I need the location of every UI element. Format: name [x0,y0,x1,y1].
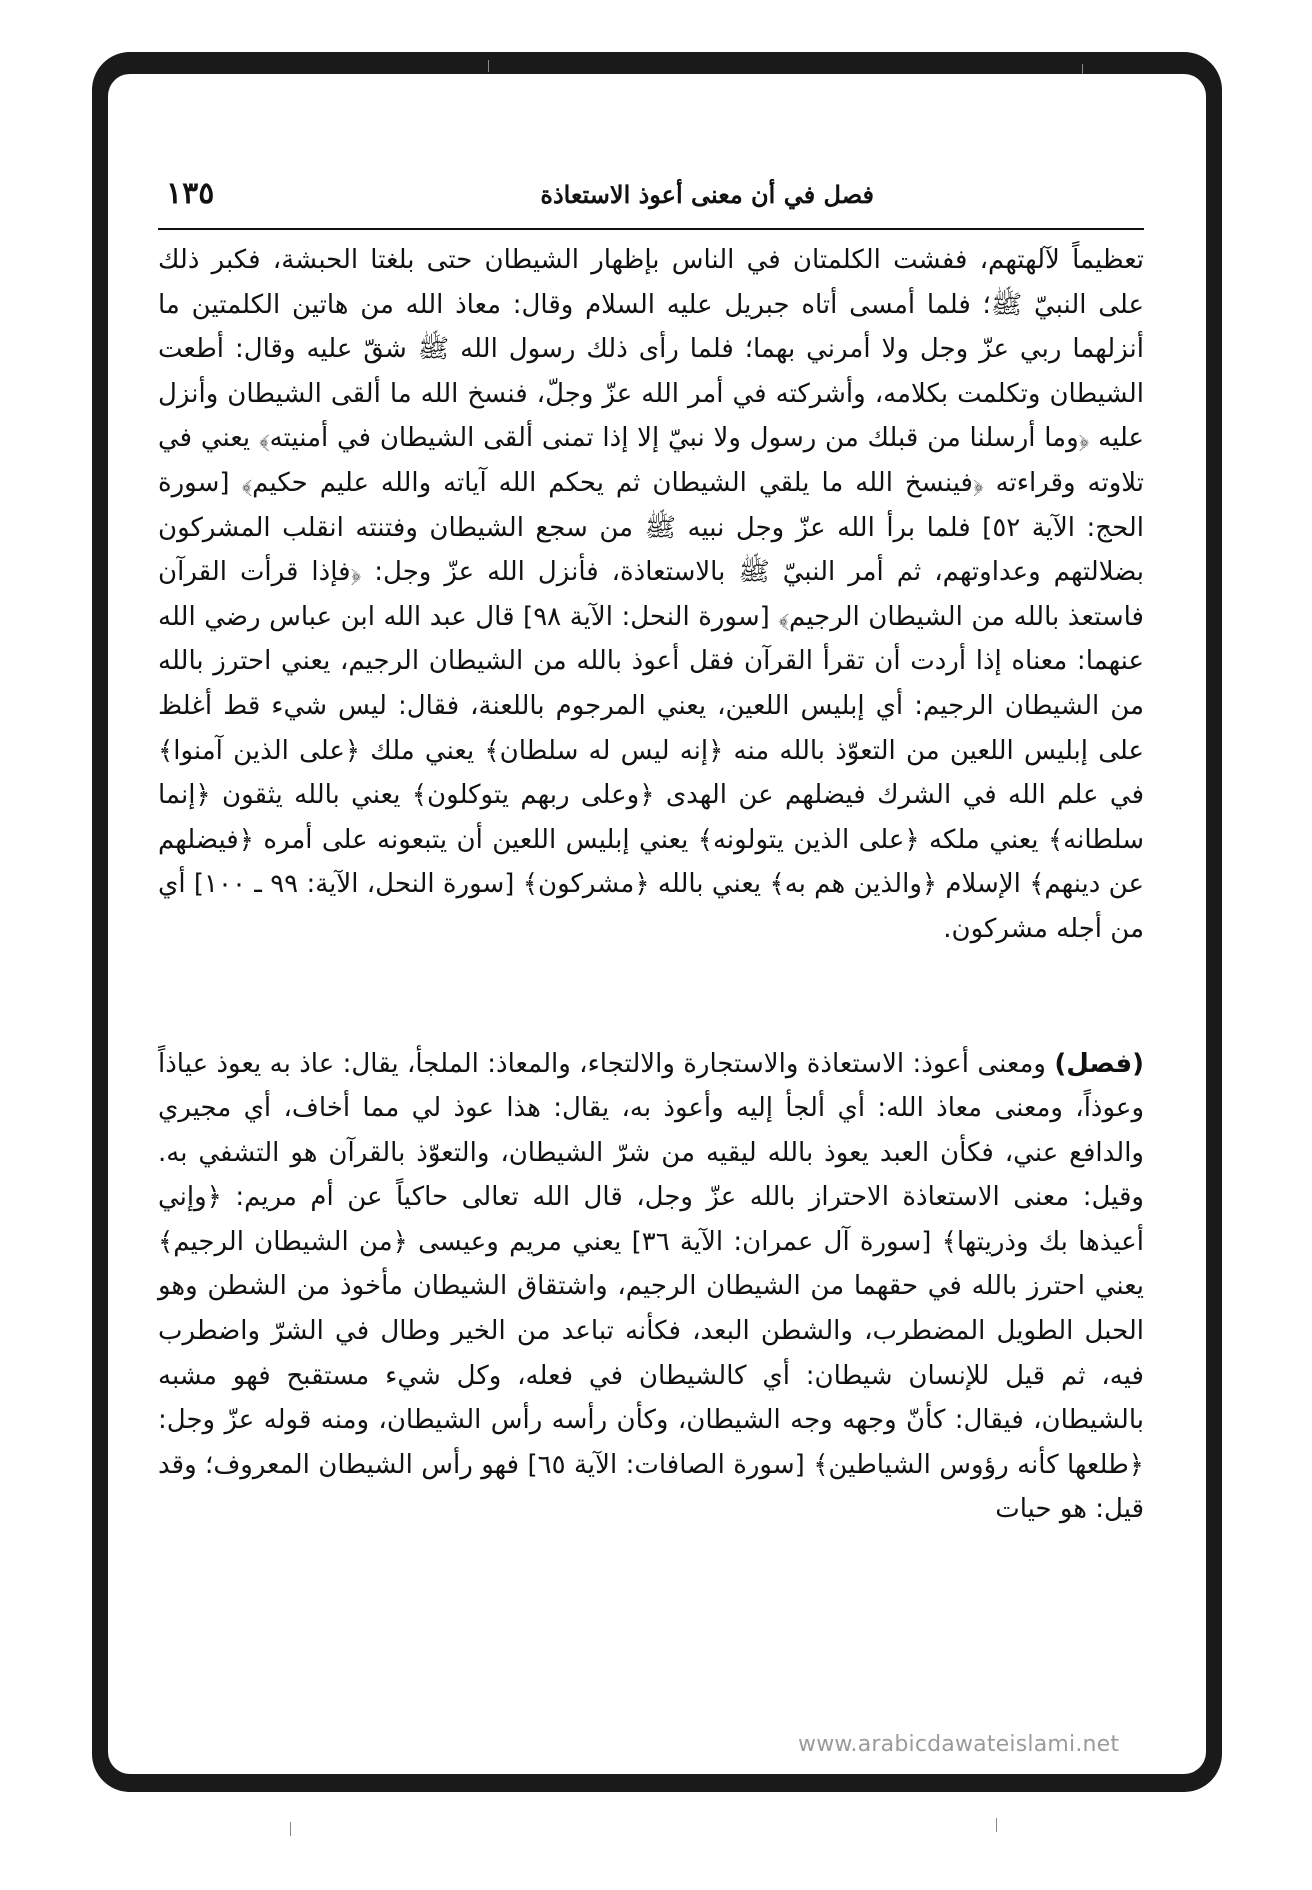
running-head [158,176,1144,232]
crop-mark-top-2 [1082,64,1083,74]
paragraph-2-text: ومعنى أعوذ: الاستعاذة والاستجارة والالتجاء، والمعاذ: الملجأ، يقال: عاذ به يعوذ عياذاً وعوذاً، ومعنى معاذ الله: أي ألجأ إليه وأعوذ به، يقال: هذا عوذ لي مما أخاف، أي مجيري والدافع عني، فكأن العبد يعوذ بالله ليقيه من شرّ الشيطان، والتعوّذ بالقرآن هو التشفي به. وقيل: معنى الاستعاذة الاحتراز بالله عزّ وجل، قال الله تعالى حاكياً عن أم مريم: ﴿وإني أعيذها بك وذريتها﴾ [سورة آل عمران: الآية ٣٦] يعني مريم وعيسى ﴿من الشيطان الرجيم﴾ يعني احترز بالله في حقهما من الشيطان الرجيم، واشتقاق الشيطان مأخوذ من الشطن وهو الحبل الطويل المضطرب، والشطن البعد، فكأنه تباعد من الخير وطال في الشرّ واضطرب فيه، ثم قيل للإنسان شيطان: أي كالشيطان في فعله، وكل شيء مستقبح فهو مشبه بالشيطان، فيقال: كأنّ وجهه وجه الشيطان، وكأن رأسه رأس الشيطان، ومنه قوله عزّ وجل: ﴿طلعها كأنه رؤوس الشياطين﴾ [سورة الصافات: الآية ٦٥] فهو رأس الشيطان المعروف؛ وقد قيل: هو حيات [158,1048,1144,1525]
paragraph-2 [158,1042,1144,1533]
crop-mark-bottom [290,1822,291,1836]
body-text [158,238,1144,1532]
crop-mark-bottom-2 [996,1818,997,1832]
watermark-url: www.arabicdawateislami.net [798,1732,1120,1757]
paragraph-1: تعظيماً لآلهتهم، ففشت الكلمتان في الناس بإظهار الشيطان حتى بلغتا الحبشة، فكبر ذلك على النبيّ ﷺ؛ فلما أمسى أتاه جبريل عليه السلام وقال: معاذ الله من هاتين الكلمتين ما أنزلهما ربي عزّ وجل ولا أمرني بهما؛ فلما رأى ذلك رسول الله ﷺ شقّ عليه وقال: أطعت الشيطان وتكلمت بكلامه، وأشركته في أمر الله عزّ وجلّ، فنسخ الله ما ألقى الشيطان وأنزل عليه ﴿وما أرسلنا من قبلك من رسول ولا نبيّ إلا إذا تمنى ألقى الشيطان في أمنيته﴾ يعني في تلاوته وقراءته ﴿فينسخ الله ما يلقي الشيطان ثم يحكم الله آياته والله عليم حكيم﴾ [سورة الحج: الآية ٥٢] فلما برأ الله عزّ وجل نبيه ﷺ من سجع الشيطان وفتنته انقلب المشركون بضلالتهم وعداوتهم، ثم أمر النبيّ ﷺ بالاستعاذة، فأنزل الله عزّ وجل: ﴿فإذا قرأت القرآن فاستعذ بالله من الشيطان الرجيم﴾ [سورة النحل: الآية ٩٨] قال عبد الله ابن عباس رضي الله عنهما: معناه إذا أردت أن تقرأ القرآن فقل أعوذ بالله من الشيطان الرجيم، يعني احترز بالله من الشيطان الرجيم: أي إبليس اللعين، يعني المرجوم باللعنة، فقال: ليس شيء قط أغلظ على إبليس اللعين من التعوّذ بالله منه ﴿إنه ليس له سلطان﴾ يعني ملك ﴿على الذين آمنوا﴾ في علم الله في الشرك فيضلهم عن الهدى ﴿وعلى ربهم يتوكلون﴾ يعني بالله يثقون ﴿إنما سلطانه﴾ يعني ملكه ﴿على الذين يتولونه﴾ يعني إبليس اللعين أن يتبعونه على أمره ﴿فيضلهم عن دينهم﴾ الإسلام ﴿والذين هم به﴾ يعني بالله ﴿مشركون﴾ [سورة النحل، الآية: ٩٩ ـ ١٠٠] أي من أجله مشركون. [158,245,1145,944]
paragraph-spacer [158,952,1144,1042]
section-label: (فصل) [1054,1048,1144,1079]
running-head-title: فصل في أن معنى أعوذ الاستعاذة [540,180,874,209]
crop-mark-top [488,60,489,72]
page-number: ١٣٥ [166,176,215,211]
header-rule [158,228,1144,230]
